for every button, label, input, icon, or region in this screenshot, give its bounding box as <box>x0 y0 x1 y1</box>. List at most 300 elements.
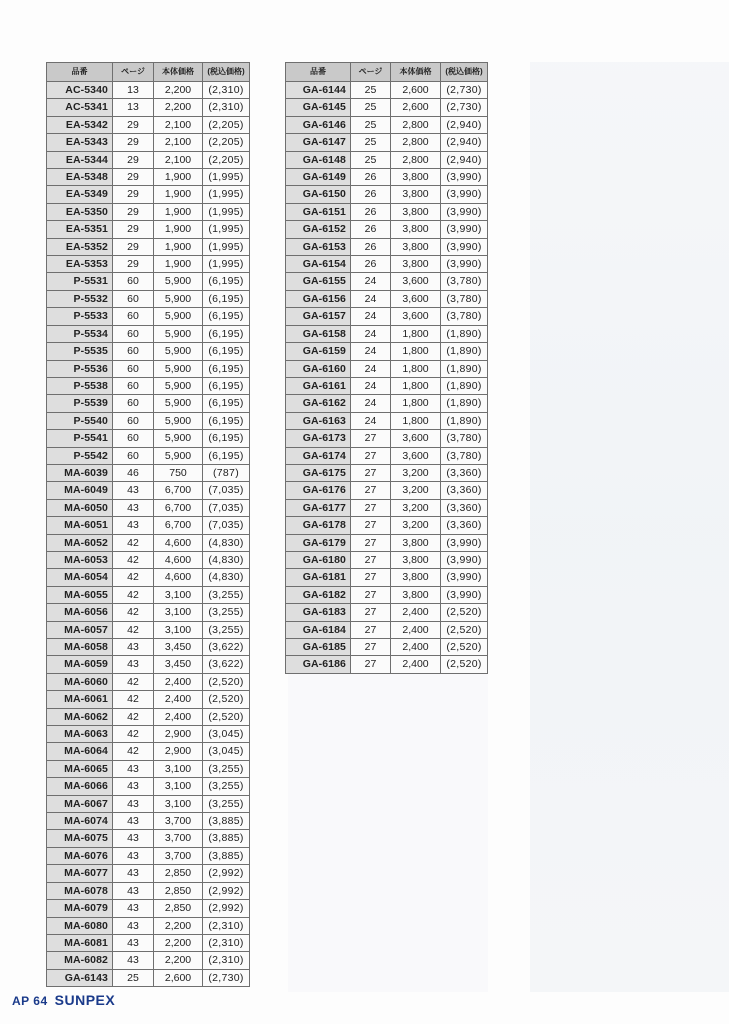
page-cell: 29 <box>113 151 154 168</box>
product-code-cell: MA-6051 <box>47 517 113 534</box>
table-row <box>47 325 250 342</box>
page-cell: 27 <box>351 586 391 603</box>
page-cell: 43 <box>113 760 154 777</box>
price-cell: 1,900 <box>154 169 203 186</box>
price-cell: 4,600 <box>154 551 203 568</box>
table-row <box>47 377 250 394</box>
product-code-cell: GA-6157 <box>286 308 351 325</box>
tax-price-cell: (2,730) <box>203 969 250 986</box>
tax-price-cell: (4,830) <box>203 534 250 551</box>
price-cell: 3,800 <box>391 238 441 255</box>
tax-price-cell: (3,990) <box>441 569 488 586</box>
tax-price-cell: (2,310) <box>203 952 250 969</box>
price-cell: 3,800 <box>391 256 441 273</box>
table-row <box>286 169 488 186</box>
page-cell: 13 <box>113 99 154 116</box>
tax-price-cell: (1,890) <box>441 395 488 412</box>
price-cell: 2,400 <box>391 639 441 656</box>
product-code-cell: MA-6076 <box>47 847 113 864</box>
product-code-cell: MA-6080 <box>47 917 113 934</box>
product-code-cell: AC-5340 <box>47 82 113 99</box>
product-code-cell: P-5542 <box>47 447 113 464</box>
table-header-row <box>286 63 488 82</box>
header-tax-price: (税込価格) <box>203 63 250 82</box>
table-row <box>286 325 488 342</box>
price-cell: 3,100 <box>154 586 203 603</box>
price-cell: 1,900 <box>154 203 203 220</box>
header-code: 品番 <box>47 63 113 82</box>
price-cell: 1,800 <box>391 360 441 377</box>
table-row <box>47 273 250 290</box>
tax-price-cell: (3,885) <box>203 813 250 830</box>
product-code-cell: GA-6158 <box>286 325 351 342</box>
price-table-right <box>285 62 488 674</box>
price-cell: 3,600 <box>391 430 441 447</box>
table-row <box>286 256 488 273</box>
price-cell: 5,900 <box>154 308 203 325</box>
product-code-cell: GA-6180 <box>286 551 351 568</box>
header-price: 本体価格 <box>154 63 203 82</box>
page-cell: 24 <box>351 360 391 377</box>
table-row <box>47 343 250 360</box>
price-cell: 3,800 <box>391 569 441 586</box>
price-cell: 2,600 <box>391 99 441 116</box>
table-row <box>47 308 250 325</box>
product-code-cell: EA-5344 <box>47 151 113 168</box>
product-code-cell: EA-5353 <box>47 256 113 273</box>
price-cell: 5,900 <box>154 343 203 360</box>
table-row <box>47 917 250 934</box>
price-cell: 2,100 <box>154 116 203 133</box>
page-cell: 25 <box>351 99 391 116</box>
page-cell: 60 <box>113 430 154 447</box>
product-code-cell: P-5531 <box>47 273 113 290</box>
tax-price-cell: (1,995) <box>203 203 250 220</box>
tax-price-cell: (3,045) <box>203 726 250 743</box>
tax-price-cell: (3,360) <box>441 499 488 516</box>
tax-price-cell: (3,990) <box>441 586 488 603</box>
page-cell: 29 <box>113 203 154 220</box>
tax-price-cell: (2,730) <box>441 82 488 99</box>
table-row <box>286 377 488 394</box>
price-cell: 5,900 <box>154 447 203 464</box>
product-code-cell: MA-6067 <box>47 795 113 812</box>
price-cell: 3,200 <box>391 499 441 516</box>
product-code-cell: GA-6175 <box>286 464 351 481</box>
page-cell: 42 <box>113 708 154 725</box>
price-cell: 1,900 <box>154 186 203 203</box>
price-cell: 3,100 <box>154 795 203 812</box>
table-row <box>47 99 250 116</box>
price-cell: 3,100 <box>154 760 203 777</box>
product-code-cell: GA-6162 <box>286 395 351 412</box>
product-code-cell: EA-5349 <box>47 186 113 203</box>
tax-price-cell: (3,255) <box>203 586 250 603</box>
product-code-cell: GA-6161 <box>286 377 351 394</box>
tax-price-cell: (6,195) <box>203 273 250 290</box>
price-cell: 2,800 <box>391 151 441 168</box>
product-code-cell: P-5541 <box>47 430 113 447</box>
show-through-background-lower <box>288 672 488 992</box>
tax-price-cell: (3,780) <box>441 273 488 290</box>
price-cell: 3,450 <box>154 639 203 656</box>
tax-price-cell: (6,195) <box>203 395 250 412</box>
table-row <box>47 691 250 708</box>
product-code-cell: GA-6148 <box>286 151 351 168</box>
product-code-cell: GA-6151 <box>286 203 351 220</box>
page-cell: 43 <box>113 813 154 830</box>
price-cell: 5,900 <box>154 412 203 429</box>
price-cell: 2,600 <box>154 969 203 986</box>
price-cell: 6,700 <box>154 517 203 534</box>
tax-price-cell: (2,940) <box>441 134 488 151</box>
price-table-right-body <box>286 82 488 674</box>
tax-price-cell: (2,520) <box>441 621 488 638</box>
price-cell: 2,400 <box>154 673 203 690</box>
tax-price-cell: (2,520) <box>441 604 488 621</box>
product-code-cell: P-5532 <box>47 290 113 307</box>
page-cell: 29 <box>113 169 154 186</box>
tax-price-cell: (3,780) <box>441 308 488 325</box>
price-cell: 3,800 <box>391 551 441 568</box>
product-code-cell: MA-6062 <box>47 708 113 725</box>
page-number: AP 64 <box>12 994 48 1008</box>
table-row <box>286 482 488 499</box>
price-cell: 3,800 <box>391 586 441 603</box>
product-code-cell: GA-6160 <box>286 360 351 377</box>
price-cell: 3,450 <box>154 656 203 673</box>
product-code-cell: GA-6183 <box>286 604 351 621</box>
page-cell: 43 <box>113 482 154 499</box>
page-cell: 27 <box>351 621 391 638</box>
page-cell: 25 <box>351 134 391 151</box>
table-row <box>286 221 488 238</box>
price-cell: 3,800 <box>391 534 441 551</box>
price-cell: 2,200 <box>154 952 203 969</box>
page-cell: 27 <box>351 569 391 586</box>
product-code-cell: GA-6147 <box>286 134 351 151</box>
tax-price-cell: (3,360) <box>441 517 488 534</box>
price-cell: 2,900 <box>154 743 203 760</box>
price-cell: 3,700 <box>154 830 203 847</box>
page-cell: 60 <box>113 273 154 290</box>
tax-price-cell: (1,995) <box>203 256 250 273</box>
table-row <box>47 186 250 203</box>
price-cell: 2,900 <box>154 726 203 743</box>
table-row <box>47 169 250 186</box>
table-row <box>47 360 250 377</box>
page-cell: 27 <box>351 464 391 481</box>
page-cell: 24 <box>351 412 391 429</box>
page-cell: 27 <box>351 604 391 621</box>
price-table-left <box>46 62 250 987</box>
table-row <box>47 238 250 255</box>
price-cell: 5,900 <box>154 325 203 342</box>
table-row <box>286 604 488 621</box>
page-cell: 60 <box>113 290 154 307</box>
brand-logo-text: SUNPEX <box>54 992 116 1008</box>
table-row <box>286 308 488 325</box>
tax-price-cell: (2,520) <box>441 639 488 656</box>
tax-price-cell: (2,940) <box>441 151 488 168</box>
tax-price-cell: (3,255) <box>203 621 250 638</box>
header-page: ページ <box>113 63 154 82</box>
table-row <box>286 186 488 203</box>
product-code-cell: P-5536 <box>47 360 113 377</box>
price-cell: 2,100 <box>154 134 203 151</box>
page-cell: 43 <box>113 517 154 534</box>
tax-price-cell: (3,990) <box>441 169 488 186</box>
page-cell: 27 <box>351 482 391 499</box>
table-row <box>47 517 250 534</box>
table-row <box>286 656 488 673</box>
price-cell: 1,900 <box>154 238 203 255</box>
table-row <box>47 447 250 464</box>
table-row <box>47 116 250 133</box>
product-code-cell: MA-6056 <box>47 604 113 621</box>
product-code-cell: GA-6159 <box>286 343 351 360</box>
table-row <box>286 430 488 447</box>
product-code-cell: GA-6153 <box>286 238 351 255</box>
tax-price-cell: (3,990) <box>441 256 488 273</box>
product-code-cell: GA-6149 <box>286 169 351 186</box>
product-code-cell: MA-6060 <box>47 673 113 690</box>
table-row <box>47 708 250 725</box>
product-code-cell: MA-6079 <box>47 900 113 917</box>
table-row <box>286 586 488 603</box>
price-cell: 2,400 <box>391 604 441 621</box>
tax-price-cell: (2,310) <box>203 99 250 116</box>
page-cell: 29 <box>113 116 154 133</box>
price-cell: 3,200 <box>391 517 441 534</box>
product-code-cell: P-5538 <box>47 377 113 394</box>
page-cell: 27 <box>351 551 391 568</box>
price-cell: 2,400 <box>154 691 203 708</box>
price-cell: 6,700 <box>154 482 203 499</box>
tax-price-cell: (3,360) <box>441 464 488 481</box>
price-cell: 5,900 <box>154 290 203 307</box>
page-cell: 42 <box>113 726 154 743</box>
page-cell: 24 <box>351 308 391 325</box>
page-cell: 26 <box>351 169 391 186</box>
table-row <box>47 412 250 429</box>
price-cell: 2,200 <box>154 917 203 934</box>
table-row <box>286 621 488 638</box>
price-table-left-body <box>47 82 250 987</box>
tax-price-cell: (3,885) <box>203 830 250 847</box>
header-tax-price: (税込価格) <box>441 63 488 82</box>
page-cell: 29 <box>113 238 154 255</box>
product-code-cell: GA-6143 <box>47 969 113 986</box>
product-code-cell: MA-6057 <box>47 621 113 638</box>
product-code-cell: MA-6074 <box>47 813 113 830</box>
tax-price-cell: (4,830) <box>203 569 250 586</box>
table-row <box>47 656 250 673</box>
tax-price-cell: (7,035) <box>203 517 250 534</box>
tax-price-cell: (3,885) <box>203 847 250 864</box>
product-code-cell: MA-6039 <box>47 464 113 481</box>
table-row <box>286 534 488 551</box>
product-code-cell: MA-6061 <box>47 691 113 708</box>
product-code-cell: GA-6152 <box>286 221 351 238</box>
page-cell: 42 <box>113 691 154 708</box>
tax-price-cell: (6,195) <box>203 360 250 377</box>
price-cell: 3,700 <box>154 813 203 830</box>
product-code-cell: MA-6065 <box>47 760 113 777</box>
table-row <box>47 743 250 760</box>
product-code-cell: GA-6144 <box>286 82 351 99</box>
page-cell: 43 <box>113 934 154 951</box>
price-cell: 2,800 <box>391 134 441 151</box>
tax-price-cell: (3,360) <box>441 482 488 499</box>
price-cell: 4,600 <box>154 534 203 551</box>
table-row <box>47 621 250 638</box>
price-cell: 2,850 <box>154 882 203 899</box>
product-code-cell: GA-6154 <box>286 256 351 273</box>
price-cell: 2,400 <box>391 656 441 673</box>
price-cell: 4,600 <box>154 569 203 586</box>
page-cell: 26 <box>351 186 391 203</box>
tax-price-cell: (6,195) <box>203 377 250 394</box>
tax-price-cell: (3,255) <box>203 604 250 621</box>
product-code-cell: GA-6146 <box>286 116 351 133</box>
tax-price-cell: (3,990) <box>441 186 488 203</box>
product-code-cell: MA-6075 <box>47 830 113 847</box>
table-row <box>286 447 488 464</box>
page-cell: 60 <box>113 308 154 325</box>
price-cell: 750 <box>154 464 203 481</box>
page-cell: 43 <box>113 830 154 847</box>
page-cell: 42 <box>113 534 154 551</box>
price-cell: 3,200 <box>391 482 441 499</box>
page-cell: 27 <box>351 656 391 673</box>
product-code-cell: MA-6082 <box>47 952 113 969</box>
product-code-cell: EA-5342 <box>47 116 113 133</box>
table-row <box>47 604 250 621</box>
page-cell: 60 <box>113 360 154 377</box>
price-cell: 3,600 <box>391 447 441 464</box>
table-row <box>47 82 250 99</box>
price-cell: 1,900 <box>154 256 203 273</box>
tax-price-cell: (1,995) <box>203 221 250 238</box>
product-code-cell: P-5535 <box>47 343 113 360</box>
price-cell: 2,400 <box>154 708 203 725</box>
page-cell: 43 <box>113 865 154 882</box>
price-cell: 6,700 <box>154 499 203 516</box>
tax-price-cell: (3,990) <box>441 203 488 220</box>
page-cell: 60 <box>113 343 154 360</box>
product-code-cell: EA-5350 <box>47 203 113 220</box>
product-code-cell: P-5540 <box>47 412 113 429</box>
product-code-cell: P-5534 <box>47 325 113 342</box>
product-code-cell: GA-6181 <box>286 569 351 586</box>
price-cell: 2,100 <box>154 151 203 168</box>
product-code-cell: GA-6173 <box>286 430 351 447</box>
price-cell: 3,600 <box>391 290 441 307</box>
table-row <box>286 238 488 255</box>
table-row <box>47 569 250 586</box>
page-cell: 26 <box>351 256 391 273</box>
price-cell: 2,850 <box>154 865 203 882</box>
price-cell: 3,700 <box>154 847 203 864</box>
page-cell: 43 <box>113 795 154 812</box>
tax-price-cell: (3,990) <box>441 238 488 255</box>
table-row <box>47 865 250 882</box>
tax-price-cell: (6,195) <box>203 447 250 464</box>
price-cell: 2,800 <box>391 116 441 133</box>
page-cell: 43 <box>113 847 154 864</box>
product-code-cell: EA-5351 <box>47 221 113 238</box>
page-cell: 43 <box>113 952 154 969</box>
tax-price-cell: (2,520) <box>441 656 488 673</box>
tax-price-cell: (2,310) <box>203 917 250 934</box>
table-row <box>286 273 488 290</box>
product-code-cell: MA-6063 <box>47 726 113 743</box>
page-cell: 42 <box>113 604 154 621</box>
product-code-cell: MA-6078 <box>47 882 113 899</box>
page-cell: 43 <box>113 656 154 673</box>
tax-price-cell: (6,195) <box>203 308 250 325</box>
table-row <box>47 760 250 777</box>
page-cell: 60 <box>113 447 154 464</box>
tax-price-cell: (787) <box>203 464 250 481</box>
price-cell: 1,800 <box>391 343 441 360</box>
table-row <box>286 343 488 360</box>
page-cell: 60 <box>113 325 154 342</box>
page-cell: 42 <box>113 551 154 568</box>
tax-price-cell: (3,990) <box>441 221 488 238</box>
table-row <box>47 482 250 499</box>
table-row <box>47 203 250 220</box>
table-row <box>47 847 250 864</box>
page-cell: 43 <box>113 882 154 899</box>
page-cell: 43 <box>113 917 154 934</box>
product-code-cell: GA-6186 <box>286 656 351 673</box>
price-cell: 3,800 <box>391 221 441 238</box>
product-code-cell: MA-6058 <box>47 639 113 656</box>
price-cell: 1,800 <box>391 412 441 429</box>
page-cell: 43 <box>113 639 154 656</box>
table-row <box>286 203 488 220</box>
product-code-cell: GA-6179 <box>286 534 351 551</box>
page-cell: 24 <box>351 343 391 360</box>
tax-price-cell: (2,205) <box>203 116 250 133</box>
product-code-cell: EA-5343 <box>47 134 113 151</box>
page-cell: 46 <box>113 464 154 481</box>
product-code-cell: GA-6156 <box>286 290 351 307</box>
tax-price-cell: (2,310) <box>203 934 250 951</box>
tax-price-cell: (2,992) <box>203 865 250 882</box>
table-row <box>47 726 250 743</box>
table-row <box>47 464 250 481</box>
page-cell: 27 <box>351 517 391 534</box>
tax-price-cell: (3,990) <box>441 551 488 568</box>
tax-price-cell: (7,035) <box>203 482 250 499</box>
table-row <box>47 499 250 516</box>
page-cell: 26 <box>351 203 391 220</box>
product-code-cell: MA-6055 <box>47 586 113 603</box>
table-row <box>286 464 488 481</box>
product-code-cell: MA-6064 <box>47 743 113 760</box>
table-row <box>47 778 250 795</box>
tax-price-cell: (2,940) <box>441 116 488 133</box>
tax-price-cell: (3,255) <box>203 778 250 795</box>
page-cell: 27 <box>351 499 391 516</box>
table-row <box>286 116 488 133</box>
tax-price-cell: (4,830) <box>203 551 250 568</box>
price-cell: 1,800 <box>391 395 441 412</box>
tax-price-cell: (2,520) <box>203 708 250 725</box>
